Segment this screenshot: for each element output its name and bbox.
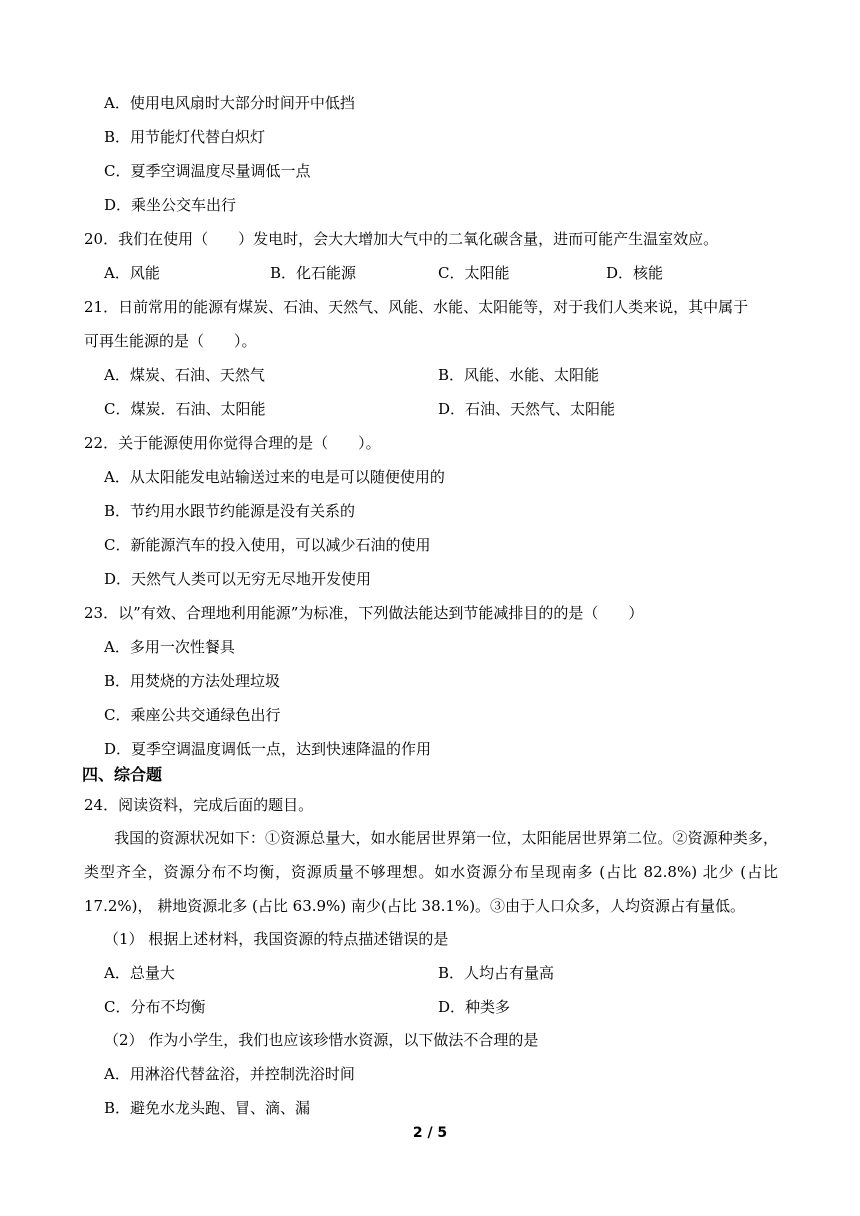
q21-stem-line2: 可再生能源的是（ ）。 xyxy=(84,332,257,350)
q23-option-c: C．乘座公共交通绿色出行 xyxy=(104,706,281,724)
q24-sub1-option-b: B．人均占有量高 xyxy=(438,964,555,982)
q24-sub1-option-d: D．种类多 xyxy=(438,998,511,1016)
q22-stem: 22．关于能源使用你觉得合理的是（ ）。 xyxy=(84,434,381,452)
q24-sub1-option-c: C．分布不均衡 xyxy=(104,998,206,1016)
q23-stem: 23．以”有效、合理地利用能源”为标准，下列做法能达到节能减排目的的是（ ） xyxy=(84,604,644,622)
q24-passage xyxy=(84,821,778,923)
q21-option-d: D．石油、天然气、太阳能 xyxy=(438,400,616,418)
q21-stem-line1: 21．日前常用的能源有煤炭、石油、天然气、风能、水能、太阳能等，对于我们人类来说，其中属于 xyxy=(84,298,749,316)
q22-option-a: A．从太阳能发电站输送过来的电是可以随便使用的 xyxy=(104,468,445,486)
q23-option-d: D．夏季空调温度调低一点，达到快速降温的作用 xyxy=(104,740,432,758)
q21-option-c: C．煤炭．石油、太阳能 xyxy=(104,400,266,418)
q19-option-a: A．使用电风扇时大部分时间开中低挡 xyxy=(104,94,355,112)
q20-option-b: B．化石能源 xyxy=(270,264,357,282)
section-heading: 四、综合题 xyxy=(82,765,163,784)
q19-option-c: C．夏季空调温度尽量调低一点 xyxy=(104,162,311,180)
q22-option-b: B．节约用水跟节约能源是没有关系的 xyxy=(104,502,356,520)
q19-option-d: D．乘坐公交车出行 xyxy=(104,196,237,214)
q20-option-d: D．核能 xyxy=(606,264,664,282)
page-number: 2 / 5 xyxy=(412,1125,448,1141)
q24-sub1-option-a: A．总量大 xyxy=(104,964,175,982)
q24-sub1-stem: （1） 根据上述材料，我国资源的特点描述错误的是 xyxy=(104,930,449,948)
q20-option-c: C．太阳能 xyxy=(438,264,510,282)
q21-option-a: A．煤炭、石油、天然气 xyxy=(104,366,265,384)
q24-sub2-option-a: A．用淋浴代替盆浴，并控制洗浴时间 xyxy=(104,1065,355,1083)
q24-sub2-stem: （2） 作为小学生，我们也应该珍惜水资源，以下做法不合理的是 xyxy=(104,1031,539,1049)
q23-option-a: A．多用一次性餐具 xyxy=(104,638,235,656)
q24-sub2-option-b: B．避免水龙头跑、冒、滴、漏 xyxy=(104,1099,311,1117)
q21-option-b: B．风能、水能、太阳能 xyxy=(438,366,600,384)
q24-stem: 24．阅读资料，完成后面的题目。 xyxy=(84,796,314,814)
q20-option-a: A．风能 xyxy=(104,264,160,282)
q22-option-c: C．新能源汽车的投入使用，可以减少石油的使用 xyxy=(104,536,431,554)
q24-passage-text: 我国的资源状况如下：①资源总量大，如水能居世界第一位，太阳能居世界第二位。②资源种类多，类型齐全，资源分布不均衡，资源质量不够理想。如水资源分布呈现南多 (占比 82.8%) 北少 (占比 17.2%)， 耕地资源北多 (占比 63.9%) 南少(占比 38.1%)。③由于人口众多，人均资源占有量低。 xyxy=(84,829,778,915)
q22-option-d: D．天然气人类可以无穷无尽地开发使用 xyxy=(104,570,372,588)
q23-option-b: B．用焚烧的方法处理垃圾 xyxy=(104,672,281,690)
q19-option-b: B．用节能灯代替白炽灯 xyxy=(104,128,266,146)
q20-stem: 20．我们在使用（ ）发电时，会大大增加大气中的二氧化碳含量，进而可能产生温室效应。 xyxy=(84,230,719,248)
